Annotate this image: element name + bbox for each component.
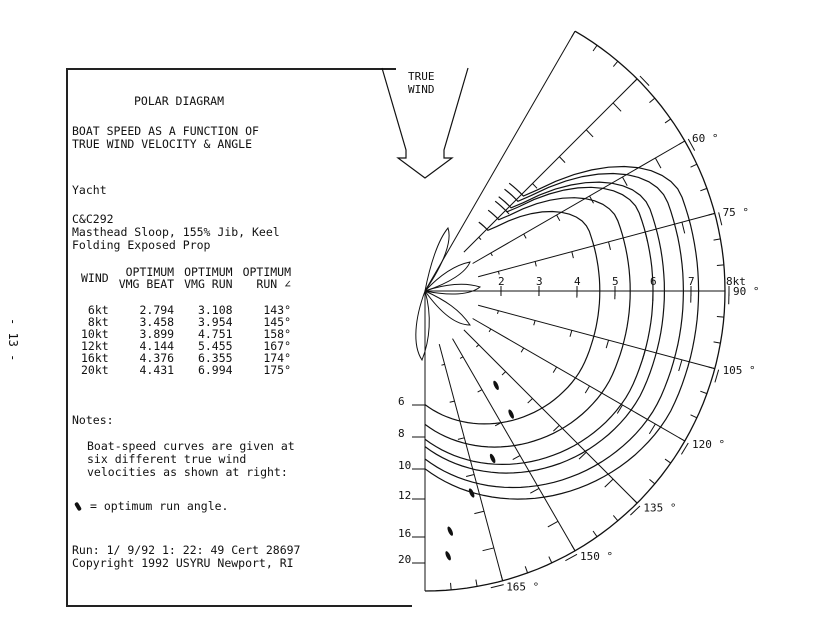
speed-tick [458,438,464,440]
speed-tick [557,215,560,221]
table-cell: 20kt [81,363,109,377]
speed-tick [441,364,444,365]
notes-line-1: Boat-speed curves are given at [87,439,295,453]
angle-label: 90 ° [733,285,760,298]
table-cell: 2.794 [139,303,175,317]
speed-tick [585,386,589,393]
table-cell: 5.455 [197,339,233,353]
speed-tick [655,158,661,168]
true-wind-label: WIND [408,83,435,96]
speed-tick [502,372,506,375]
table-cell: 3.899 [139,327,175,341]
model-line-1: C&C292 [72,212,114,226]
angle-label: 75 ° [722,205,750,219]
radial-line [473,141,685,264]
speed-curve-label: 6 [398,395,405,408]
angle-label: 165 ° [506,580,540,594]
table-cell: 3.108 [197,303,233,317]
speed-tick [489,329,491,332]
optimum-run-marker [507,409,515,420]
speed-tick [460,357,463,359]
speed-tick [640,76,649,86]
boat-silhouette [425,262,470,291]
subtitle-line-1: BOAT SPEED AS A FUNCTION OF [72,124,259,138]
speed-tick [483,548,494,551]
speed-tick [528,398,533,403]
page-number: - 13 - [6,318,20,362]
radial-line [464,79,637,252]
boat-silhouette [425,284,480,294]
speed-tick [553,367,556,373]
angle-tick [525,566,527,573]
angle-tick [700,391,707,393]
model-line-3: Folding Exposed Prop [72,238,211,252]
angle-tick [665,459,671,463]
table-cell: 6kt [87,303,109,317]
speed-curve-label: 16 [398,527,412,540]
speed-curve-20 [425,167,699,500]
speed-tick [649,424,655,434]
angle-tick [691,415,697,418]
speed-curve-16 [425,174,683,488]
speed-tick [605,479,613,487]
speed-tick [478,390,482,392]
table-cell: 4.431 [139,363,175,377]
speed-tick [622,177,627,186]
angle-label: 120 ° [692,438,726,451]
boat-silhouette [425,291,470,325]
speed-tick [530,488,539,493]
speed-tick [613,103,621,111]
table-header: WIND [81,271,109,285]
angle-tick [665,119,671,123]
speed-tick [479,237,481,239]
speed-scale-label: 4 [574,275,581,288]
speed-tick [450,401,455,402]
speed-tick [572,252,574,258]
speed-tick [491,585,504,588]
angle-tick [691,164,697,167]
speed-tick [532,184,537,189]
optimum-run-marker [446,526,454,537]
speed-tick [630,506,640,515]
speed-tick [715,370,719,383]
table-cell: 10kt [81,327,109,341]
optimum-run-marker [492,380,500,391]
yacht-label: Yacht [72,183,107,197]
speed-curve-10 [425,187,653,464]
speed-tick [586,130,593,137]
angle-tick [613,61,617,66]
table-cell: 4.376 [139,351,175,365]
table-cell: 4.144 [139,339,175,353]
table-cell: 6.355 [197,351,233,365]
angle-label: 150 ° [580,550,614,564]
speed-tick [609,242,611,250]
angle-tick [649,98,654,102]
speed-scale-label: 5 [612,275,619,288]
speed-tick [521,348,524,352]
angle-tick [714,239,721,240]
model-line-2: Masthead Sloop, 155% Jib, Keel [72,225,280,239]
speed-tick [679,360,682,371]
table-cell: 167° [263,339,292,353]
boat-silhouette [416,291,429,360]
table-cell: 8kt [87,315,109,329]
table-cell: 3.954 [197,315,233,329]
notes-line-3: velocities as shown at right: [87,465,288,479]
angle-label: 105 ° [722,364,756,378]
table-cell: 174° [263,351,292,365]
table-cell: 12kt [81,339,109,353]
speed-scale-label: 2 [498,275,505,288]
table-header: OPTIMUM RUN ∠ [242,265,292,291]
table-cell: 143° [263,303,292,317]
speed-scale-label: 3 [536,275,543,288]
angle-tick [451,583,452,590]
panel-title: POLAR DIAGRAM [134,94,225,108]
optimum-run-marker [444,550,452,561]
radial-line [439,344,502,581]
speed-tick [491,253,493,256]
speed-curve-12 [425,182,664,473]
outer-arc [425,31,725,591]
speed-tick [682,222,685,233]
true-wind-label: TRUE [408,70,435,83]
speed-tick [534,321,535,326]
angle-tick [717,265,724,266]
speed-tick [497,311,498,314]
speed-curve-label: 10 [398,459,412,472]
notes-line-2: six different true wind [87,452,247,466]
speed-tick [559,157,565,163]
table-cell: 158° [263,327,292,341]
table-header: OPTIMUM VMG RUN [184,265,233,291]
speed-tick [606,340,608,348]
subtitle-line-2: TRUE WIND VELOCITY & ANGLE [72,137,253,151]
speed-tick [513,456,520,460]
speed-tick [548,521,558,527]
angle-tick [593,45,597,51]
angle-tick [714,342,721,343]
angle-tick [476,580,477,587]
run-line: Run: 1/ 9/92 1: 22: 49 Cert 28697 [72,543,301,557]
table-cell: 4.751 [197,327,233,341]
legend-text: = optimum run angle. [90,499,229,513]
notes-label: Notes: [72,413,114,427]
speed-curve-8 [425,198,630,447]
angle-tick [572,31,576,37]
boat-silhouette [425,228,449,291]
speed-tick [719,212,722,225]
speed-curve-6 [425,212,600,424]
table-cell: 145° [263,315,292,329]
optimum-run-marker [489,453,497,464]
speed-tick [474,511,484,513]
table-header: OPTIMUM VMG BEAT [118,265,175,291]
table-cell: 16kt [81,351,109,365]
speed-scale-label: 7 [688,275,695,288]
speed-tick [535,261,536,266]
speed-scale-label: 6 [650,275,657,288]
angle-tick [649,479,654,483]
angle-tick [717,317,724,318]
speed-tick [476,345,478,347]
angle-label: 60 ° [692,132,719,145]
angle-tick [613,515,617,520]
speed-tick [570,330,572,336]
speed-curve-label: 8 [398,427,405,440]
speed-curve-label: 12 [398,489,412,502]
speed-tick [524,234,526,238]
angle-tick [700,188,707,190]
speed-scale-label: 8kt [726,275,746,288]
table-cell: 6.994 [197,363,233,377]
speed-curve-label: 20 [398,553,412,566]
angle-label: 135 ° [643,501,677,515]
table-cell: 175° [263,363,292,377]
angle-tick [549,557,552,563]
table-cell: 3.458 [139,315,175,329]
copyright-line: Copyright 1992 USYRU Newport, RI [72,556,294,570]
angle-tick [593,531,597,537]
speed-tick [466,475,474,477]
